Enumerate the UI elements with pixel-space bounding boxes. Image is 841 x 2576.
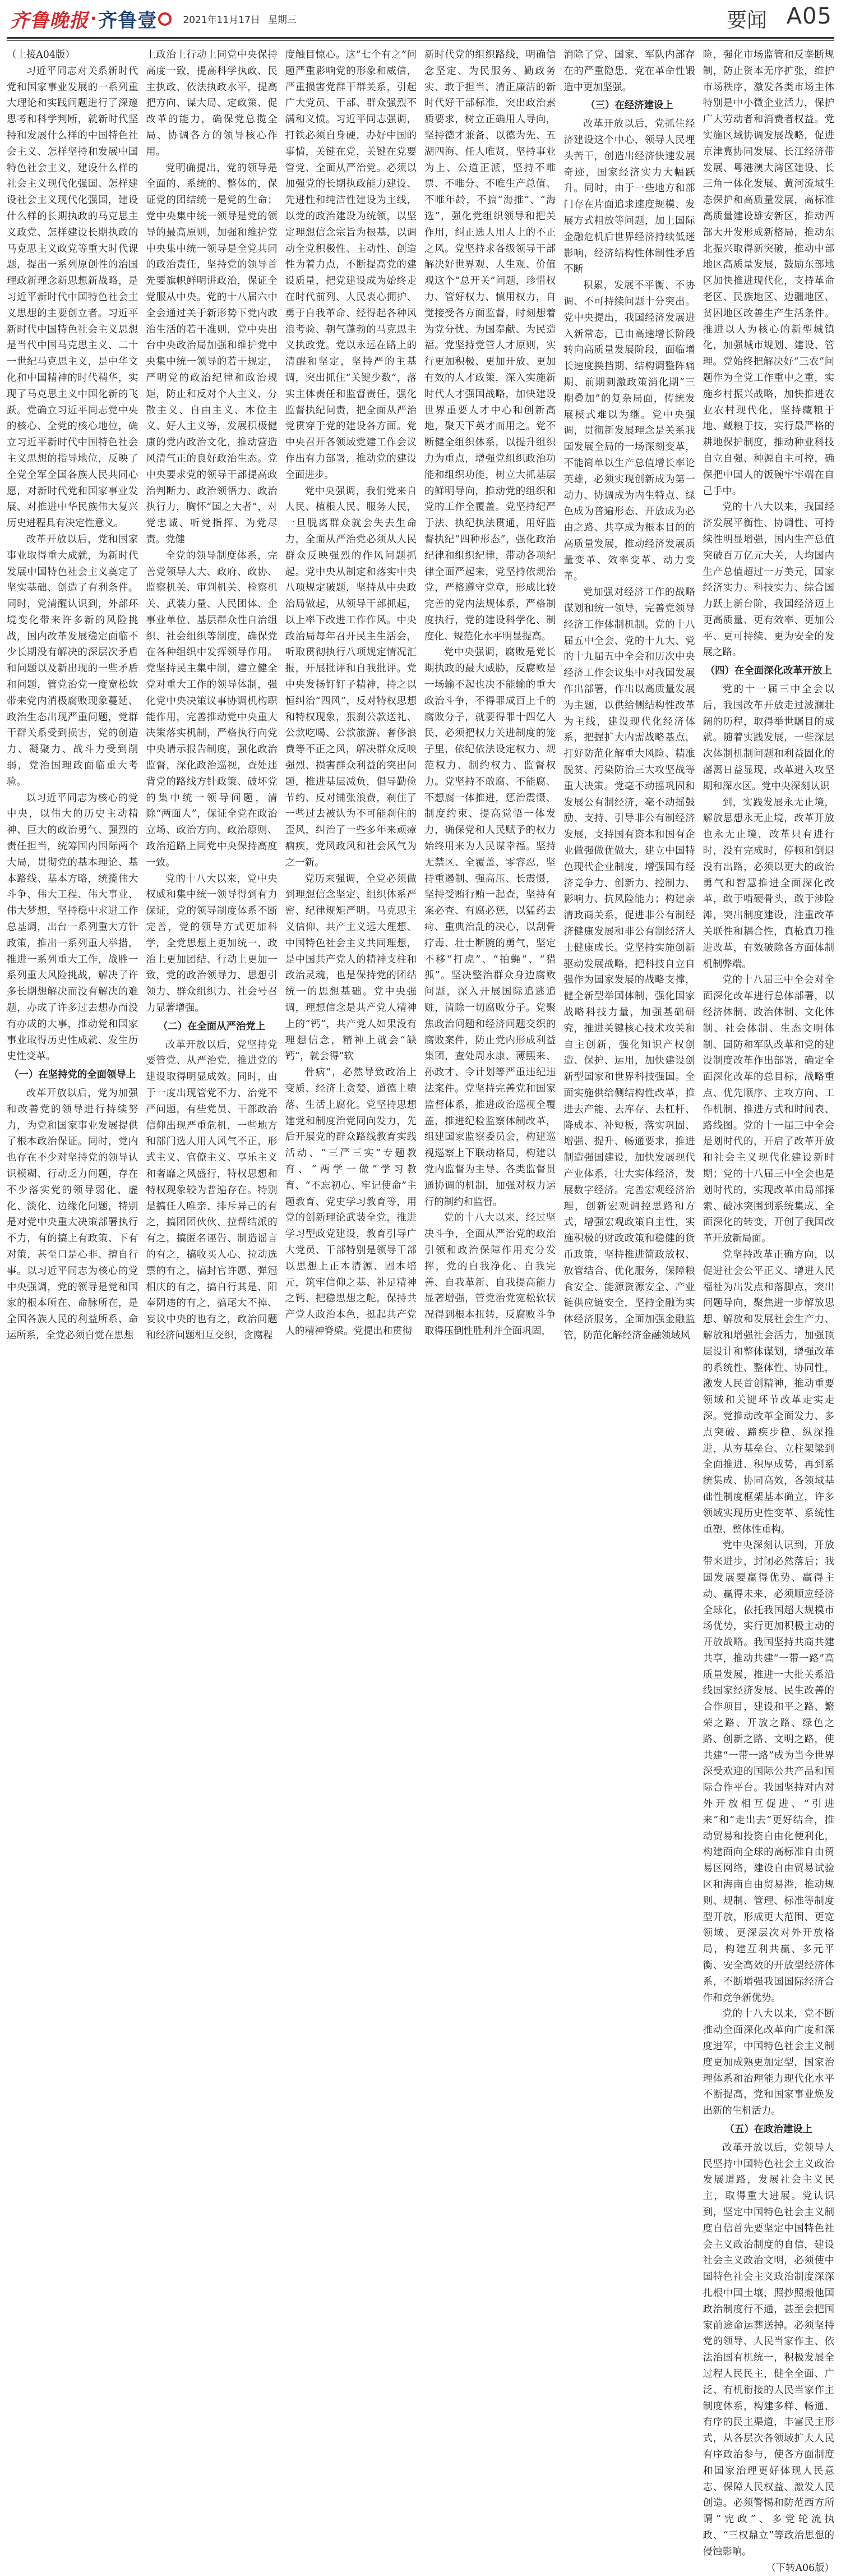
article-paragraph: 骨病”，必然导致政治上变质、经济上贪婪、道德上堕落、生活上腐化。党坚持思想建党和制度治党同向发力，先后开展党的群众路线教育实践活动、“三严三实”专题教育、“两学一做”学习教育、“不忘初心、牢记使命”主题教育、党史学习教育等，用党的创新理论武装全党，推进学习型政党建设，教育引导广大党员、干部特别是领导干部以思想上正本清源、固本培元，筑牢信仰之基、补足精神之钙、把稳思想之舵，保持共产党人政治本色，挺起共产党人的精神脊梁。党提出和贯彻: [285, 1067, 417, 1337]
section-heading-2: （二）在全面从严治党上: [158, 1020, 266, 1032]
article-column-3: [285, 47, 417, 2576]
article-paragraph: 度触目惊心。这“七个有之”问题严重影响党的形象和威信，严重损害党群干群关系，引起广大党员、干部、群众强烈不满和义愤。习近平同志强调，打铁必须自身硬，办好中国的事情，关键在党，关键在党要管党、全面从严治党。必须以加强党的长期执政能力建设、先进性和纯洁性建设为主线，以党的政治建设为统领，以坚定理想信念宗旨为根基，以调动全党积极性、主动性、创造性为着力点，不断提高党的建设质量，把党建设成为始终走在时代前列、人民衷心拥护、勇于自我革命、经得起各种风浪考验、朝气蓬勃的马克思主义执政党。党以永远在路上的清醒和坚定，坚持严的主基调，突出抓住“关键少数”，落实主体责任和监督责任，强化监督执纪问责，把全面从严治党贯穿于党的建设各方面。党中央召开各领域党建工作会议作出有力部署，推动党的建设全面进步。: [285, 49, 417, 481]
article-column-1: [7, 47, 138, 2576]
masthead: [0, 0, 841, 37]
section-heading-5: （五）在政治建设上: [724, 2124, 813, 2135]
article-paragraph: 党中央强调，我们党来自人民、植根人民、服务人民，一旦脱离群众就会失去生命力，全面从严治党必须从人民群众反映强烈的作风问题抓起。党中央从制定和落实中央八项规定破题，坚持从中央政治局做起，从领导干部抓起，以上率下改进工作作风。中央政治局每年召开民主生活会，听取贯彻执行八项规定情况汇报，开展批评和自我批评。党中央发扬钉钉子精神，持之以恒纠治“四风”，反对特权思想和特权现象，狠刹公款送礼、公款吃喝、公款旅游、奢侈浪费等不正之风，解决群众反映强烈、损害群众利益的突出问题，推进基层减负，倡导勤俭节约、反对铺张浪费，刹住了一些过去被认为不可能刹住的歪风，纠治了一些多年来顽瘴痼疾，党风政风和社会风气为之一新。: [285, 485, 417, 868]
article-paragraph: 党明确提出，党的领导是全面的、系统的、整体的，保证党的团结统一是党的生命；党中央集中统一领导是党的领导的最高原则，加强和维护党中央集中统一领导是全党共同的政治责任，坚持党的领导首先要旗帜鲜明讲政治，保证全党服从中央。党的十八届六中全会通过关于新形势下党内政治生活的若干准则，党中央出台中央政治局加强和维护党中央集中统一领导的若干规定，严明党的政治纪律和政治规矩，防止和反对个人主义、分散主义、自由主义、本位主义、好人主义等，发展积极健康的党内政治文化，推动营造风清气正的良好政治生态。党中央要求党的领导干部提高政治判断力、政治领悟力、政治执行力，胸怀“国之大者”，对党忠诚、听党指挥、为党尽责。党健: [146, 162, 278, 545]
article-paragraph: 党中央深刻认识到，开放带来进步，封闭必然落后；我国发展要赢得优势、赢得主动、赢得未来，必须顺应经济全球化，依托我国超大规模市场优势，实行更加积极主动的开放战略。我国坚持共商共建共享，推动共建“一带一路”高质量发展，推进一大批关系沿线国家经济发展、民生改善的合作项目，建设和平之路、繁荣之路、开放之路、绿色之路、创新之路、文明之路，使共建“一带一路”成为当今世界深受欢迎的国际公共产品和国际合作平台。我国坚持对内对外开放相互促进、“引进来”和“走出去”更好结合，推动贸易和投资自由化便利化，构建面向全球的高标准自由贸易区网络，建设自由贸易试验区和海南自由贸易港，推动规则、规制、管理、标准等制度型开放，形成更大范围、更宽领域、更深层次对外开放格局，构建互利共赢、多元平衡、安全高效的开放型经济体系，不断增强我国国际经济合作和竞争新优势。: [703, 1540, 834, 2004]
article-column-4: [424, 47, 556, 2576]
article-paragraph: 党的十八大以来，经过坚决斗争，全面从严治党的政治引领和政治保障作用充分发挥，党的自我净化、自我完善、自我革新、自我提高能力显著增强，管党治党宽松软状况得到根本扭转，反腐败斗争取得压倒性胜利并全面巩固，: [424, 1212, 556, 1337]
article-paragraph: 以习近平同志为核心的党中央，以伟大的历史主动精神、巨大的政治勇气、强烈的责任担当，统筹国内国际两个大局，贯彻党的基本理论、基本路线、基本方略，统揽伟大斗争、伟大工程、伟大事业、伟大梦想，坚持稳中求进工作总基调，出台一系列重大方针政策，推出一系列重大举措，推进一系列重大工作，战胜一系列重大风险挑战，解决了许多长期想解决而没有解决的难题，办成了许多过去想办而没有办成的大事，推动党和国家事业取得历史性成就、发生历史性变革。: [7, 792, 138, 1062]
article-paragraph: 党坚持改革正确方向，以促进社会公平正义、增进人民福祉为出发点和落脚点，突出问题导向，聚焦进一步解放思想、解放和发展社会生产力、解放和增强社会活力，加强顶层设计和整体谋划，增强改革的系统性、整体性、协同性，激发人民首创精神，推动重要领域和关键环节改革走实走深。党推动改革全面发力、多点突破、蹄疾步稳、纵深推进，从夯基垒台、立柱架梁到全面推进、积厚成势，再到系统集成、协同高效，各领域基础性制度框架基本确立，许多领域实现历史性变革、系统性重塑、整体性重构。: [703, 1249, 834, 1535]
article-paragraph: 改革开放以后，党抓住经济建设这个中心，领导人民埋头苦干，创造出经济快速发展奇迹，国家经济实力大幅跃升。同时，由于一些地方和部门存在片面追求速度规模、发展方式粗放等问题，加上国际金融危机后世界经济持续低迷影响，经济结构性体制性矛盾不断: [563, 118, 695, 275]
article-paragraph: 党加强对经济工作的战略谋划和统一领导，完善党领导经济工作体制机制。党的十八届五中全会、党的十九大、党的十九届五中全会和历次中央经济工作会议集中对我国发展作出部署，作出以高质量发展为主题，以供给侧结构性改革为主线，建设现代化经济体系，把握扩大内需战略基点，打好防范化解重大风险、精准脱贫、污染防治三大攻坚战等重大决策。党毫不动摇巩固和发展公有制经济，毫不动摇鼓励、支持、引导非公有制经济发展，支持国有资本和国有企业做强做优做大，建立中国特色现代企业制度，增强国有经济竞争力、创新力、控制力、影响力、抗风险能力；构建亲清政商关系，促进非公有制经济健康发展和非公有制经济人士健康成长。党坚持实施创新驱动发展战略，把科技自立自强作为国家发展的战略支撑，健全新型举国体制，强化国家战略科技力量，加强基础研究，推进关键核心技术攻关和自主创新，强化知识产权创造、保护、运用，加快建设创新型国家和世界科技强国。全面实施供给侧结构性改革，推进去产能、去库存、去杠杆、降成本、补短板，落实巩固、增强、提升、畅通要求，推进制造强国建设，加快发展现代产业体系，壮大实体经济，发展数字经济。完善宏观经济治理，创新宏观调控思路和方式，增强宏观政策自主性，实施积极的财政政策和稳健的货币政策，坚持推进简政放权、放管结合、优化服务，保障粮食安全、能源资源安全、产业链供应链安全，坚持金融为实体经济服务，全面加强金融监管，防范化解经济金融领域风: [563, 587, 695, 1341]
article-paragraph: 党的十八大以来，我国经济发展平衡性、协调性、可持续性明显增强，国内生产总值突破百万亿元大关，人均国内生产总值超过一万美元，国家经济实力、科技实力、综合国力跃上新台阶，我国经济迈上更高质量、更有效率、更加公平、更可持续、更为安全的发展之路。: [703, 502, 834, 659]
article-paragraph: 改革开放以后，党坚持党要管党、从严治党，推进党的建设取得明显成效。同时，由于一度出现管党不力、治党不严问题，有些党员、干部政治信仰出现严重危机，一些地方和部门选人用人风气不正，形式主义、官僚主义、享乐主义和奢靡之风盛行，特权思想和特权现象较为普遍存在。特别是搞任人唯亲、排斥异己的有之，搞团团伙伙、拉帮结派的有之，搞匿名诬告、制造谣言的有之，搞收买人心、拉动选票的有之，搞封官许愿、弹冠相庆的有之，搞自行其是、阳奉阴违的有之，搞尾大不掉、妄议中央的也有之，政治问题和经济问题相互交织，贪腐程: [146, 1039, 278, 1341]
article-paragraph: 新时代党的组织路线，明确信念坚定、为民服务、勤政务实、敢于担当、清正廉洁的新时代好干部标准，突出政治素质要求，树立正确用人导向，坚持德才兼备、以德为先、五湖四海、任人唯贤，坚持事业为上、公道正派，坚持不唯票、不唯分、不唯生产总值、不唯年龄，不搞“海推”、“海选”，强化党组织领导和把关作用，纠正选人用人上的不正之风。党坚持求各级领导干部解决好世界观、人生观、价值观这个“总开关”问题，珍惜权力、管好权力、慎用权力，自觉接受各方面监督，时刻想着为党分忧、为国奉献、为民造福。党坚持党管人才原则，实行更加积极、更加开放、更加有效的人才政策，深入实施新时代人才强国战略，加快建设世界重要人才中心和创新高地，聚天下英才而用之。党不断健全组织体系，以提升组织力为重点，增强党组织政治功能和组织功能，树立大抓基层的鲜明导向，推动党的组织和党的工作全覆盖。党坚持纪严于法、执纪执法贯通，用好监督执纪“四种形态”，强化政治纪律和组织纪律，带动各项纪律全面严起来，党坚持依规治党，严格遵守党章，形成比较完善的党内法规体系，严格制度执行，党的建设科学化、制度化、规范化水平明显提高。: [424, 49, 556, 642]
section-heading-4: （四）在全面深化改革开放上: [705, 665, 832, 677]
article-paragraph: 习近平同志对关系新时代党和国家事业发展的一系列重大理论和实践问题进行了深邃思考和科学判断，就新时代坚持和发展什么样的中国特色社会主义、怎样坚持和发展中国特色社会主义，建设什么样的社会主义现代化强国、怎样建设社会主义现代化强国，建设什么样的长期执政的马克思主义政党、怎样建设长期执政的马克思主义政党等重大时代课题，提出一系列原创性的治国理政新理念新思想新战略，是习近平新时代中国特色社会主义思想的主要创立者。习近平新时代中国特色社会主义思想是当代中国马克思主义、二十一世纪马克思主义，是中华文化和中国精神的时代精华，实现了马克思主义中国化新的飞跃。党确立习近平同志党中央的核心、全党的核心地位，确立习近平新时代中国特色社会主义思想的指导地位，反映了全党全军全国各族人民共同心愿，对新时代党和国家事业发展、对推进中华民族伟大复兴历史进程具有决定性意义。: [7, 65, 138, 530]
article-paragraph: 上政治上行动上同党中央保持高度一致，提高科学执政、民主执政、依法执政水平，提高把方向、谋大局、定政策、促改革的能力，确保党总揽全局、协调各方的领导核心作用。: [146, 49, 278, 158]
page-number: A05: [786, 3, 832, 29]
logo-separator: ·: [90, 8, 97, 29]
article-paragraph: 党中央强调，腐败是党长期执政的最大威胁，反腐败是一场输不起也决不能输的重大政治斗争，不得罪成百上千的腐败分子，就要得罪十四亿人民，必须把权力关进制度的笼子里，依纪依法设定权力、规范权力、制约权力、监督权力。党坚持不敢腐、不能腐、不想腐一体推进，惩治震慑、制度约束、提高觉悟一体发力，确保党和人民赋予的权力始终用来为人民谋幸福。坚持无禁区、全覆盖、零容忍，坚持重遏制、强高压、长震慑，坚持受贿行贿一起查，坚持有案必查、有腐必惩，以猛药去疴、重典治乱的决心，以刮骨疗毒、壮士断腕的勇气，坚定不移“打虎”、“拍蝇”、“猎狐”。坚决整治群众身边腐败问题，深入开展国际追逃追赃，清除一切腐败分子。党聚焦政治问题和经济问题交织的腐败案件，防止党内形成利益集团，查处周永康、薄熙来、孙政才、令计划等严重违纪违法案件。党坚持完善党和国家监督体系，推进政治巡视全覆盖，推进纪检监察体制改革，组建国家监察委员会，构建巡视巡察上下联动格局，构建以党内监督为主导、各类监督贯通协调的机制，加强对权力运行的制约和监督。: [424, 647, 556, 1208]
article-paragraph: 党的十一届三中全会以后，我国改革开放走过波澜壮阔的历程，取得举世瞩目的成就。随着实践发展，一些深层次体制机制问题和利益固化的藩篱日益显现，改革进入攻坚期和深水区。党中央深刻认识: [703, 684, 834, 792]
article-paragraph: 党历来强调，全党必须做到理想信念坚定、组织体系严密、纪律规矩严明。马克思主义信仰、共产主义远大理想、中国特色社会主义共同理想，是中国共产党人的精神支柱和政治灵魂，也是保持党的团结统一的思想基础。党中央强调，理想信念是共产党人精神上的“钙”，共产党人如果没有理想信念，精神上就会“缺钙”，就会得“软: [285, 873, 417, 1062]
article-paragraph: 改革开放以后，党和国家事业取得重大成就，为新时代发展中国特色社会主义奠定了坚实基础、创造了有利条件。同时，党清醒认识到，外部环境变化带来许多新的风险挑战，国内改革发展稳定面临不少长期没有解决的深层次矛盾和问题以及新出现的一些矛盾和问题，管党治党一度宽松软带来党内消极腐败现象蔓延、政治生态出现严重问题，党群干群关系受到损害，党的创造力、凝聚力、战斗力受到削弱，党治国理政面临重大考验。: [7, 533, 138, 788]
article-paragraph: 积累，发展不平衡、不协调、不可持续问题十分突出。党中央提出，我国经济发展进入新常态，已由高速增长阶段转向高质量发展阶段，面临增长速度换挡期、结构调整阵痛期、前期刺激政策消化期“三期叠加”的复杂局面，传统发展模式难以为继。党中央强调，贯彻新发展理念是关系我国发展全局的一场深刻变革，不能简单以生产总值增长率论英雄，必须实现创新成为第一动力、协调成为内生特点、绿色成为普遍形态、开放成为必由之路、共享成为根本目的的高质量发展，推动经济发展质量变革、效率变革、动力变革。: [563, 280, 695, 582]
newspaper-logo[interactable]: [10, 5, 172, 33]
article-column-5: [563, 47, 695, 2576]
article-paragraph: 党的十八大以来，党中央权威和集中统一领导得到有力保证，党的领导制度体系不断完善，党的领导方式更加科学，全党思想上更加统一、政治上更加团结、行动上更加一致，党的政治领导力、思想引领力、群众组织力、社会号召力显著增强。: [146, 873, 278, 1014]
article-paragraph: 到，实践发展永无止境，解放思想永无止境，改革开放也永无止境，改革只有进行时，没有完成时，停顿和倒退没有出路，必须以更大的政治勇气和智慧推进全面深化改革，敢于啃硬骨头，敢于涉险滩，突出制度建设，注重改革关联性和耦合性，真枪真刀推进改革，有效破除各方面体制机制弊端。: [703, 797, 834, 970]
continued-from-label[interactable]: （上接A04版）: [7, 49, 75, 61]
section-title: 要闻: [726, 9, 767, 32]
paper-name: 齐鲁晚报: [10, 9, 89, 32]
issue-weekday: 星期三: [267, 14, 297, 26]
section-heading-1: （一）在坚持党的全面领导上: [9, 1069, 136, 1081]
masthead-rule-thin: [7, 40, 834, 41]
article-column-6: [703, 47, 834, 2576]
article-paragraph: 党的十八大以来，党不断推动全面深化改革向广度和深度进军，中国特色社会主义制度更加成熟更加定型，国家治理体系和治理能力现代化水平不断提高，党和国家事业焕发出新的生机活力。: [703, 2008, 834, 2117]
brand-name: 齐鲁壹: [98, 9, 158, 32]
continued-to-label[interactable]: （下转A06版）: [766, 2562, 834, 2574]
article-column-2: [146, 47, 277, 2576]
article-paragraph: 险，强化市场监管和反垄断规制，防止资本无序扩张，维护市场秩序，激发各类市场主体特别是中小微企业活力，保护广大劳动者和消费者权益。党实施区域协调发展战略，促进京津冀协同发展、长江经济带发展、粤港澳大湾区建设、长三角一体化发展、黄河流域生态保护和高质量发展，高标准高质量建设雄安新区，推动西部大开发形成新格局，推动东北振兴取得新突破，推动中部地区高质量发展，鼓励东部地区加快推进现代化，支持革命老区、民族地区、边疆地区、贫困地区改善生产生活条件。推进以人为核心的新型城镇化，加强城市规划、建设、管理。党始终把解决好“三农”问题作为全党工作重中之重，实施乡村振兴战略，加快推进农业农村现代化，坚持藏粮于地、藏粮于技，实行最严格的耕地保护制度，推动种业科技自立自强、种源自主可控，确保把中国人的饭碗牢牢端在自己手中。: [703, 49, 834, 497]
brand-ring-icon: [158, 12, 172, 26]
issue-date: 2021年11月17日: [183, 14, 260, 26]
article-body: [7, 47, 834, 2574]
article-paragraph: 党的十八届三中全会对全面深化改革进行总体部署，以经济体制、政治体制、文化体制、社会体制、生态文明体制、国防和军队改革和党的建设制度改革作出部署，确定全面深化改革的总目标，战略重点、优先顺序、主攻方向、工作机制、推进方式和时间表、路线图。党的十一届三中全会是划时代的，开启了改革开放和社会主义现代化建设新时期；党的十八届三中全会也是划时代的，实现改革由局部探索、破冰突围到系统集成、全面深化的转变，开创了我国改革开放新局面。: [703, 974, 834, 1245]
section-heading-3: （三）在经济建设上: [585, 100, 673, 112]
masthead-rule-thick: [7, 37, 834, 39]
article-paragraph: 消除了党、国家、军队内部存在的严重隐患，党在革命性锻造中更加坚强。: [563, 49, 695, 93]
article-paragraph: 改革开放以后，党领导人民坚持中国特色社会主义政治发展道路，发展社会主义民主，取得重大进展。党认识到，坚定中国特色社会主义制度自信首先要坚定中国特色社会主义政治制度的自信，建设社会主义政治文明，必须使中国特色社会主义政治制度深深扎根中国土壤，照抄照搬他国政治制度行不通，甚至会把国家前途命运葬送掉。必须坚持党的领导、人民当家作主、依法治国有机统一，积极发展全过程人民民主，健全全面、广泛、有机衔接的人民当家作主制度体系，构建多样、畅通、有序的民主渠道，丰富民主形式，从各层次各领域扩大人民有序政治参与，使各方面制度和国家治理更好体现人民意志、保障人民权益、激发人民创造。必须警惕和防范西方所谓“宪政”、多党轮流执政、“三权鼎立”等政治思想的侵蚀影响。: [703, 2142, 834, 2557]
article-paragraph: 全党的领导制度体系，完善党领导人大、政府、政协、监察机关、审判机关、检察机关、武装力量、人民团体、企事业单位、基层群众性自治组织、社会组织等制度，确保党在各种组织中发挥领导作用。党坚持民主集中制，建立健全党对重大工作的领导体制，强化党中央决策议事协调机构职能作用，完善推动党中央重大决策落实机制，严格执行向党中央请示报告制度，强化政治监督，深化政治巡视，查处违背党的路线方针政策、破坏党的集中统一领导问题，清除“两面人”，保证全党在政治立场、政治方向、政治原则、政治道路上同党中央保持高度一致。: [146, 550, 278, 868]
article-paragraph: 改革开放以后，党为加强和改善党的领导进行持续努力，为党和国家事业发展提供了根本政治保证。同时，党内也存在不少对坚持党的领导认识模糊、行动乏力问题，存在不少落实党的领导弱化、虚化、淡化、边缘化问题，特别是对党中央重大决策部署执行不力，有的搞上有政策、下有对策，甚至口是心非、擅自行事。以习近平同志为核心的党中央强调，党的领导是党和国家的根本所在、命脉所在，是全国各族人民的利益所系、命运所系，全党必须自觉在思想: [7, 1088, 138, 1341]
